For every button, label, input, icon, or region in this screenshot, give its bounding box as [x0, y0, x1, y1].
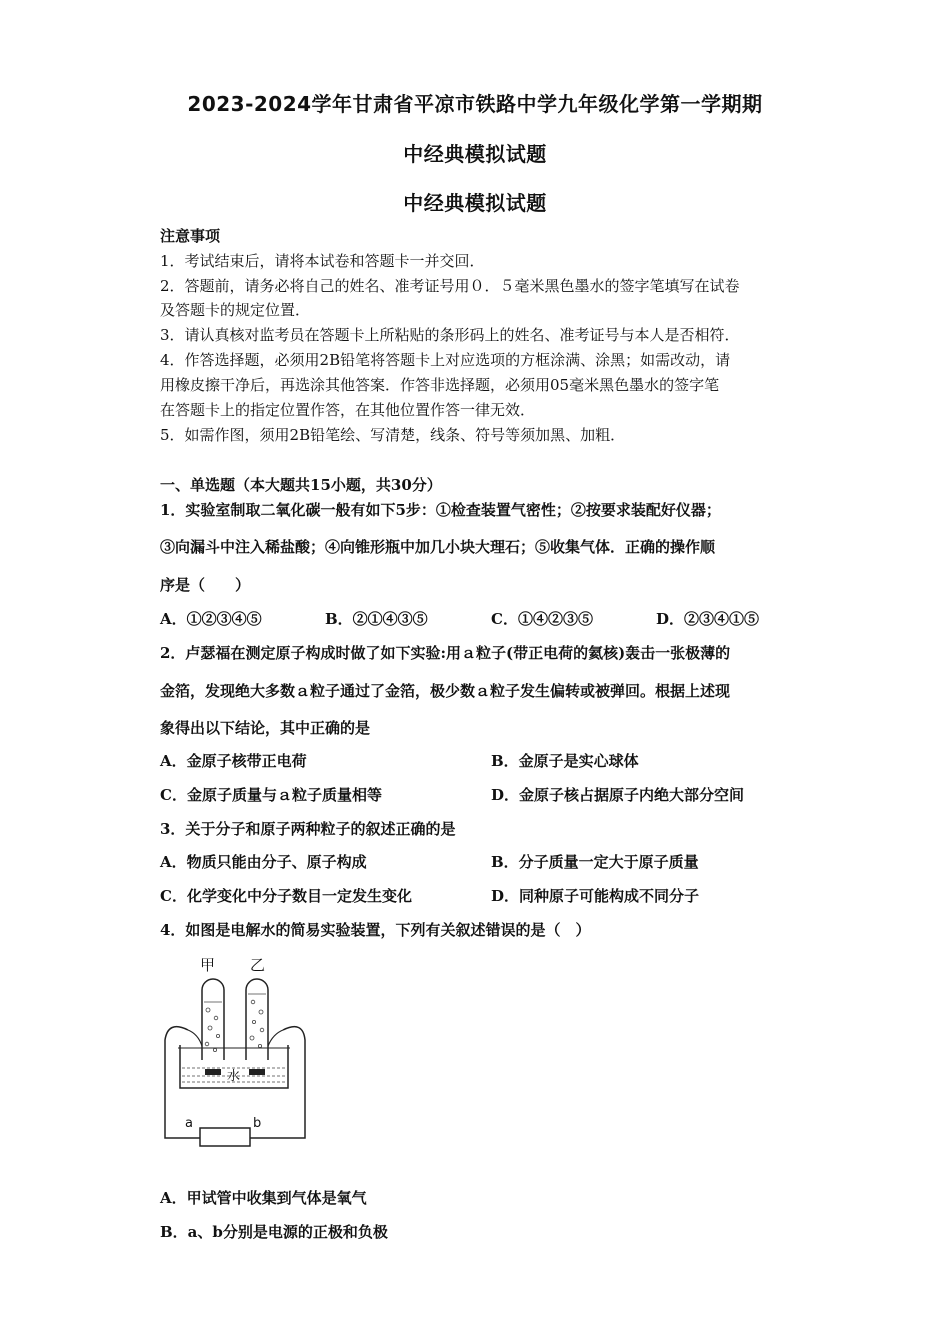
- q3-option-a: A．物质只能由分子、原子构成: [160, 853, 367, 871]
- notice-line: 4．作答选择题，必须用2B铅笔将答题卡上对应选项的方框涂满、涂黑；如需改动，请: [160, 351, 731, 369]
- q1-option-c: C．①④②③⑤: [491, 610, 593, 628]
- notice-line: 3．请认真核对监考员在答题卡上所粘贴的条形码上的姓名、准考证号与本人是否相符．: [160, 326, 740, 344]
- q2-option-a: A．金原子核带正电荷: [160, 752, 307, 770]
- electrolysis-apparatus-figure: [158, 950, 318, 1150]
- label-jia: 甲: [200, 956, 216, 974]
- notice-line: 在答题卡上的指定位置作答，在其他位置作答一律无效．: [160, 401, 536, 419]
- q1-option-a: A．①②③④⑤: [160, 610, 262, 628]
- label-yi: 乙: [250, 956, 266, 974]
- notice-line: 5．如需作图，须用2B铅笔绘、写清楚，线条、符号等须加黑、加粗．: [160, 426, 626, 444]
- section-heading: 一、单选题（本大题共15小题，共30分）: [160, 476, 442, 494]
- electrode-left: [205, 1069, 221, 1075]
- electrode-right: [249, 1069, 265, 1075]
- document-title-line-3: 中经典模拟试题: [403, 191, 547, 215]
- q1-option-d: D．②③④①⑤: [656, 610, 760, 628]
- q2-text-line: 金箔，发现绝大多数ａ粒子通过了金箔，极少数ａ粒子发生偏转或被弹回。根据上述现: [160, 682, 731, 700]
- q1-text-line: ③向漏斗中注入稀盐酸；④向锥形瓶中加几小块大理石；⑤收集气体．正确的操作顺: [160, 538, 716, 556]
- q1-option-b: B．②①④③⑤: [325, 610, 428, 628]
- notice-line: 及答题卡的规定位置．: [160, 301, 311, 319]
- notice-line: 2．答题前，请务必将自己的姓名、准考证号用０．５毫米黑色墨水的签字笔填写在试卷: [160, 277, 740, 295]
- q3-text-line: 3．关于分子和原子两种粒子的叙述正确的是: [160, 820, 456, 838]
- q4-text-line: 4．如图是电解水的简易实验装置，下列有关叙述错误的是（ ）: [160, 921, 591, 939]
- q2-option-c: C．金原子质量与ａ粒子质量相等: [160, 786, 382, 804]
- label-a: a: [185, 1116, 193, 1131]
- q1-text-line: 1．实验室制取二氧化碳一般有如下5步：①检查装置气密性；②按要求装配好仪器；: [160, 501, 721, 519]
- q3-option-c: C．化学变化中分子数目一定发生变化: [160, 887, 412, 905]
- notice-line: 1．考试结束后，请将本试卷和答题卡一并交回．: [160, 252, 485, 270]
- document-title-line-1: 2023-2024学年甘肃省平凉市铁路中学九年级化学第一学期期: [187, 92, 763, 116]
- gas-bubbles: [205, 1000, 264, 1051]
- label-water: 水: [227, 1069, 241, 1084]
- label-b: b: [253, 1116, 262, 1131]
- notice-line: 用橡皮擦干净后，再选涂其他答案．作答非选择题，必须用05毫米黑色墨水的签字笔: [160, 376, 720, 394]
- q3-option-b: B．分子质量一定大于原子质量: [491, 853, 699, 871]
- notice-heading: 注意事项: [160, 227, 221, 245]
- q2-option-d: D．金原子核占据原子内绝大部分空间: [491, 786, 745, 804]
- power-source: [200, 1128, 250, 1146]
- q2-text-line: 象得出以下结论，其中正确的是: [160, 719, 371, 737]
- document-title-line-2: 中经典模拟试题: [403, 142, 547, 166]
- q3-option-d: D．同种原子可能构成不同分子: [491, 887, 700, 905]
- q4-option-a: A．甲试管中收集到气体是氧气: [160, 1189, 367, 1207]
- q2-text-line: 2．卢瑟福在测定原子构成时做了如下实验:用ａ粒子(带正电荷的氦核)轰击一张极薄的: [160, 644, 731, 662]
- q1-text-line: 序是（ ）: [160, 576, 251, 594]
- q2-option-b: B．金原子是实心球体: [491, 752, 639, 770]
- q4-option-b: B．a、b分别是电源的正极和负极: [160, 1223, 388, 1241]
